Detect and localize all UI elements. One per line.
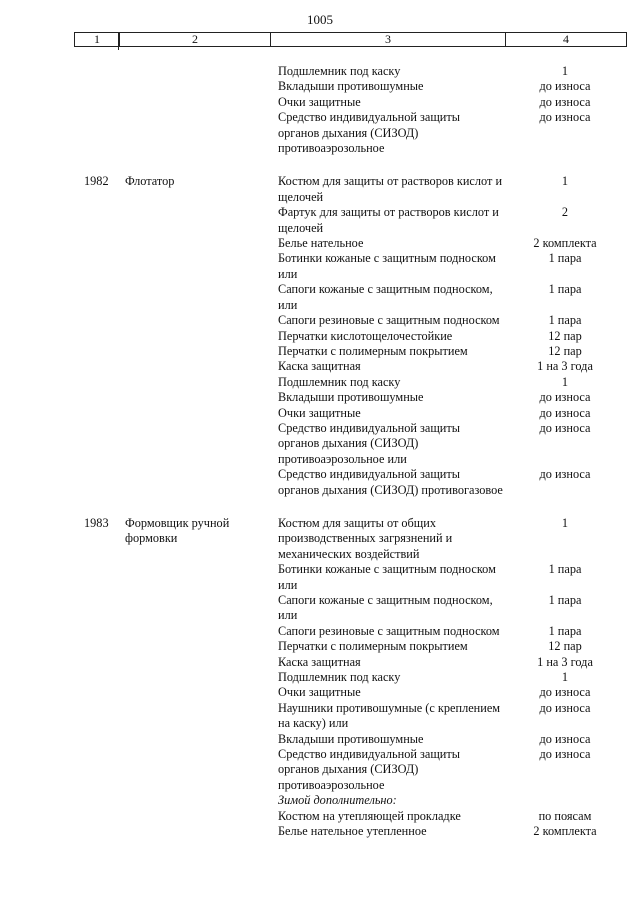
table-row <box>0 313 640 328</box>
table-row <box>0 79 640 94</box>
ppe-item-name: Белье нательное утепленное <box>278 824 427 839</box>
ppe-item-name: Вкладыши противошумные <box>278 390 424 405</box>
table-row <box>0 467 640 498</box>
ppe-item-norm: 12 пар <box>548 328 582 343</box>
ppe-item-name: Костюм на утепляющей прокладке <box>278 808 461 823</box>
ppe-item-name: Средство индивидуальной защиты органов дыхания (СИЗОД) противоаэрозольное <box>278 110 461 156</box>
ppe-item-norm: до износа <box>539 731 591 746</box>
ppe-item-norm: 1 пара <box>548 593 582 607</box>
ppe-item-name: Перчатки с полимерным покрытием <box>278 343 468 358</box>
ppe-item-name: Вкладыши противошумные <box>278 731 424 746</box>
table-row <box>0 747 640 793</box>
ppe-item-norm: 12 пар <box>548 639 582 654</box>
ppe-item-norm: 1 <box>561 374 569 389</box>
ppe-item-name: Перчатки кислотощелочестойкие <box>278 328 453 343</box>
ppe-item-name: Костюм для защиты от растворов кислот и щелочей <box>278 174 503 204</box>
ppe-item-name: Ботинки кожаные с защитным подноском или <box>278 562 496 592</box>
ppe-item-name: Очки защитные <box>278 405 361 420</box>
ppe-item-name: Сапоги кожаные с защитным подноском, или <box>278 593 493 623</box>
ppe-item-name: Вкладыши противошумные <box>278 79 424 94</box>
ppe-item-norm: 1 на 3 года <box>537 359 593 374</box>
ppe-item-norm: 1 пара <box>548 623 582 638</box>
ppe-item-name: Очки защитные <box>278 685 361 700</box>
ppe-item-norm: до износа <box>539 79 591 94</box>
table-row <box>0 251 640 282</box>
profession-name: Формовщик ручной формовки <box>125 515 230 546</box>
ppe-item-norm: до износа <box>539 467 591 482</box>
page-number: 1005 <box>307 12 333 27</box>
ppe-item-norm: до износа <box>539 685 591 700</box>
header-col-2: 2 <box>120 33 271 46</box>
ppe-item-name: Костюм для защиты от общих производственных загрязнений и механических воздействий <box>278 515 453 561</box>
table-row <box>0 64 640 79</box>
ppe-item-norm: до износа <box>539 405 591 420</box>
table-row <box>0 593 640 624</box>
ppe-item-norm: 1 <box>561 515 569 530</box>
ppe-item-norm: 1 на 3 года <box>537 654 593 669</box>
table-row <box>0 655 640 670</box>
table-row <box>0 344 640 359</box>
table-body <box>0 64 640 840</box>
ppe-item-name: Перчатки с полимерным покрытием <box>278 639 468 654</box>
ppe-item-norm: до износа <box>539 420 591 435</box>
ppe-item-norm: 2 комплекта <box>533 824 597 839</box>
table-row <box>0 359 640 374</box>
ppe-item-norm: до износа <box>539 700 591 715</box>
table-row <box>0 624 640 639</box>
table-row <box>0 406 640 421</box>
ppe-item-name: Каска защитная <box>278 359 361 374</box>
table-header <box>74 32 627 47</box>
table-row <box>0 375 640 390</box>
table-row <box>0 809 640 824</box>
ppe-item-norm: 1 <box>561 174 569 189</box>
ppe-item-norm: 1 пара <box>548 282 582 297</box>
table-row <box>0 732 640 747</box>
profession-code: 1983 <box>84 515 109 530</box>
ppe-item-name: Подшлемник под каску <box>278 670 401 685</box>
ppe-item-norm: 1 пара <box>548 313 582 328</box>
ppe-item-norm: до износа <box>539 390 591 405</box>
ppe-item-name: Очки защитные <box>278 94 361 109</box>
ppe-item-name: Фартук для защиты от растворов кислот и щелочей <box>278 205 499 235</box>
header-col-1: 1 <box>75 33 120 46</box>
ppe-item-name: Ботинки кожаные с защитным подноском или <box>278 251 496 281</box>
ppe-item-name: Средство индивидуальной защиты органов дыхания (СИЗОД) противоаэрозольное <box>278 747 461 792</box>
table-row <box>0 236 640 251</box>
ppe-item-norm: 2 комплекта <box>533 236 597 251</box>
section-note: Зимой дополнительно: <box>278 793 397 808</box>
profession-code: 1982 <box>84 174 109 189</box>
ppe-item-norm: 1 пара <box>548 251 582 266</box>
table-row <box>0 685 640 700</box>
table-row <box>0 95 640 110</box>
ppe-item-name: Сапоги резиновые с защитным подноском <box>278 313 500 328</box>
ppe-item-name: Подшлемник под каску <box>278 374 401 389</box>
ppe-item-norm <box>503 793 627 808</box>
table-row <box>0 701 640 732</box>
ppe-item-norm: 12 пар <box>548 343 582 358</box>
table-row <box>0 329 640 344</box>
ppe-item-name: Средство индивидуальной защиты органов дыхания (СИЗОД) противогазовое <box>278 467 503 497</box>
ppe-item-norm: 1 <box>561 670 569 685</box>
ppe-item-norm: до износа <box>539 110 591 125</box>
table-row <box>0 390 640 405</box>
ppe-item-name: Средство индивидуальной защиты органов дыхания (СИЗОД) противоаэрозольное или <box>278 420 461 466</box>
header-divider <box>118 32 119 50</box>
ppe-item-norm: 2 <box>561 205 569 220</box>
ppe-item-name: Белье нательное <box>278 236 364 251</box>
ppe-item-norm: до износа <box>539 94 591 109</box>
ppe-item-name: Наушники противошумные (с креплением на каску) или <box>278 700 501 731</box>
table-row <box>0 205 640 236</box>
header-col-4: 4 <box>563 32 569 46</box>
table-row <box>0 421 640 467</box>
header-col-3: 3 <box>271 33 506 46</box>
table-row <box>0 824 640 839</box>
ppe-item-name: Сапоги кожаные с защитным подноском, или <box>278 282 493 312</box>
table-row <box>0 793 640 808</box>
ppe-item-name: Сапоги резиновые с защитным подноском <box>278 623 500 638</box>
profession-name: Флотатор <box>125 174 175 189</box>
ppe-item-name: Каска защитная <box>278 654 361 669</box>
table-row <box>0 110 640 156</box>
ppe-item-norm: 1 пара <box>548 562 582 577</box>
ppe-item-norm: по поясам <box>538 808 592 823</box>
table-row <box>0 562 640 593</box>
profession-group <box>0 174 640 498</box>
ppe-item-norm: до износа <box>539 747 591 762</box>
profession-group <box>0 516 640 840</box>
table-row <box>0 282 640 313</box>
ppe-item-name: Подшлемник под каску <box>278 64 401 78</box>
table-row <box>0 670 640 685</box>
profession-group <box>0 64 640 156</box>
ppe-item-norm: 1 <box>561 64 569 78</box>
table-row <box>0 639 640 654</box>
